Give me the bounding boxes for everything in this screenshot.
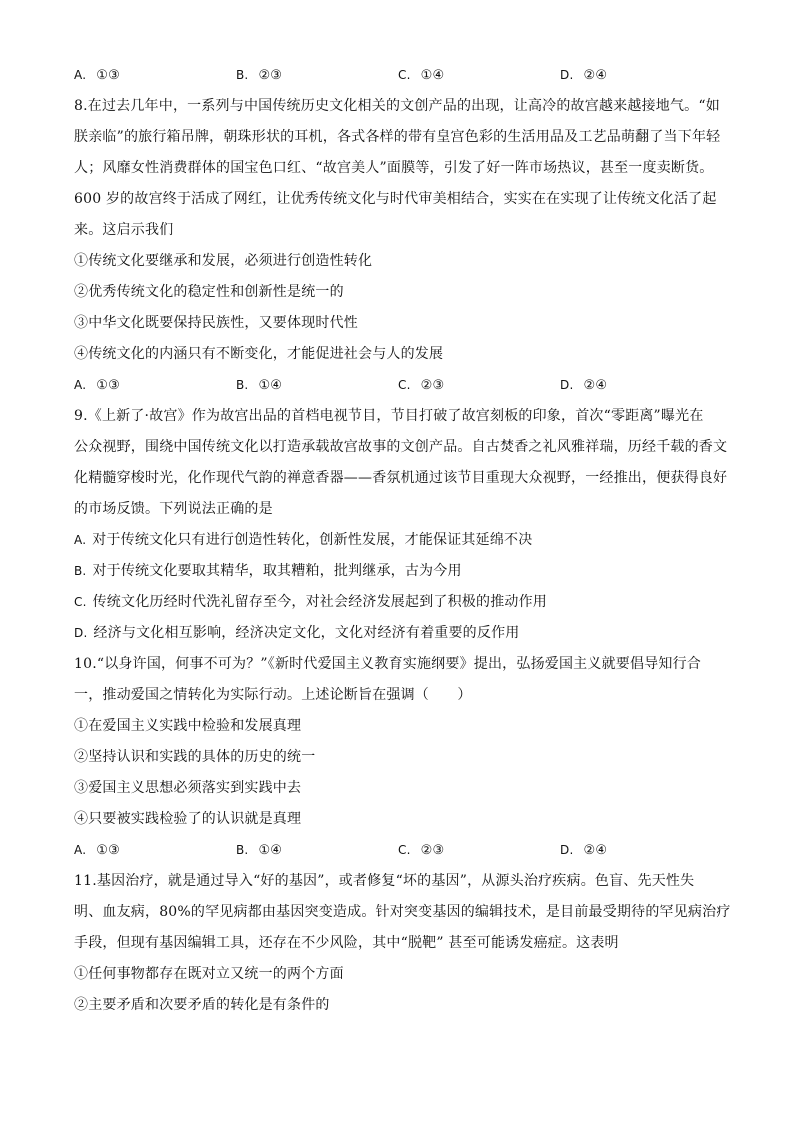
question-10 <box>74 651 724 868</box>
statement-1: ①任何事物都存在既对立又统一的两个方面 <box>74 966 344 982</box>
q10-option-b[interactable]: B. ①④ <box>236 843 283 858</box>
q8-option-a[interactable]: A. ①③ <box>74 378 120 393</box>
q8-option-c[interactable]: C. ②③ <box>398 378 445 393</box>
statement-4: ④传统文化的内涵只有不断变化，才能促进社会与人的发展 <box>74 346 444 362</box>
q7-option-d[interactable]: D. ②④ <box>560 68 608 83</box>
q9-choice-b[interactable]: B. 对于传统文化要取其精华，取其糟粕，批判继承，古为今用 <box>74 563 462 579</box>
question-stem-line: 8.在过去几年中，一系列与中国传统历史文化相关的文创产品的出现，让高冷的故宫越来越接地气。“如 <box>74 98 720 114</box>
q7-option-a[interactable]: A. ①③ <box>74 68 120 83</box>
statement-4: ④只要被实践检验了的认识就是真理 <box>74 811 302 827</box>
q8-option-d[interactable]: D. ②④ <box>560 378 608 393</box>
question-stem-line: 11.基因治疗，就是通过导入“好的基因”，或者修复“坏的基因”，从源头治疗疾病。色盲、先天性失 <box>74 873 695 889</box>
q7-option-b[interactable]: B. ②③ <box>236 68 283 83</box>
q7-option-c[interactable]: C. ①④ <box>398 68 445 83</box>
q9-choice-a[interactable]: A. 对于传统文化只有进行创造性转化，创新性发展，才能保证其延绵不决 <box>74 532 533 548</box>
question-stem-line: 化精髓穿梭时光，化作现代气韵的禅意香器——香氛机通过该节目重现大众视野，一经推出，便获得良好 <box>74 470 728 486</box>
statement-2: ②主要矛盾和次要矛盾的转化是有条件的 <box>74 997 330 1013</box>
statement-2: ②坚持认识和实践的具体的历史的统一 <box>74 749 316 765</box>
statement-3: ③中华文化既要保持民族性，又要体现时代性 <box>74 315 358 331</box>
question-stem-line: 朕亲临”的旅行箱吊牌，朝珠形状的耳机，各式各样的带有皇宫色彩的生活用品及工艺品萌翻了当下年轻 <box>74 129 721 145</box>
q8-options <box>74 372 724 403</box>
question-stem-line: 来。这启示我们 <box>74 222 174 238</box>
question-stem-line: 明、血友病，80%的罕见病都由基因突变造成。针对突变基因的编辑技术，是目前最受期待的罕见病治疗 <box>74 904 731 920</box>
question-stem-line: 600 岁的故宫终于活成了网红，让优秀传统文化与时代审美相结合，实实在在实现了让传统文化活了起 <box>74 191 717 207</box>
question-stem-line: 9.《上新了·故宫》作为故宫出品的首档电视节目，节目打破了故宫刻板的印象，首次“零距离”曝光在 <box>74 408 704 424</box>
statement-3: ③爱国主义思想必须落实到实践中去 <box>74 780 302 796</box>
question-stem-line: 手段，但现有基因编辑工具，还存在不少风险，其中“脱靶” 甚至可能诱发癌症。这表明 <box>74 935 619 951</box>
statement-1: ①在爱国主义实践中检验和发展真理 <box>74 718 302 734</box>
q9-choice-c[interactable]: C. 传统文化历经时代洗礼留存至今，对社会经济发展起到了积极的推动作用 <box>74 594 547 610</box>
question-stem-line: 10.“以身许国，何事不可为？”《新时代爱国主义教育实施纲要》提出，弘扬爱国主义就要倡导知行合 <box>74 656 701 672</box>
question-stem-line: 人；风靡女性消费群体的国宝色口红、“故宫美人”面膜等，引发了好一阵市场热议，甚至一度卖断货。 <box>74 160 714 176</box>
question-9 <box>74 403 728 651</box>
q10-options <box>74 837 724 868</box>
statement-1: ①传统文化要继承和发展，必须进行创造性转化 <box>74 253 373 269</box>
q10-option-c[interactable]: C. ②③ <box>398 843 445 858</box>
exam-page <box>74 62 731 1023</box>
question-stem-line: 公众视野，围绕中国传统文化以打造承载故宫故事的文创产品。自古焚香之礼风雅祥瑞，历经千载的香文 <box>74 439 728 455</box>
q10-option-d[interactable]: D. ②④ <box>560 843 608 858</box>
question-11 <box>74 868 731 1023</box>
question-8 <box>74 93 724 403</box>
q10-option-a[interactable]: A. ①③ <box>74 843 120 858</box>
statement-2: ②优秀传统文化的稳定性和创新性是统一的 <box>74 284 344 300</box>
question-stem-line: 一，推动爱国之情转化为实际行动。上述论断旨在强调（ ） <box>74 687 472 703</box>
q9-choice-d[interactable]: D. 经济与文化相互影响，经济决定文化，文化对经济有着重要的反作用 <box>74 625 520 641</box>
q7-options <box>74 62 724 93</box>
question-stem-line: 的市场反馈。下列说法正确的是 <box>74 501 273 517</box>
q8-option-b[interactable]: B. ①④ <box>236 378 283 393</box>
